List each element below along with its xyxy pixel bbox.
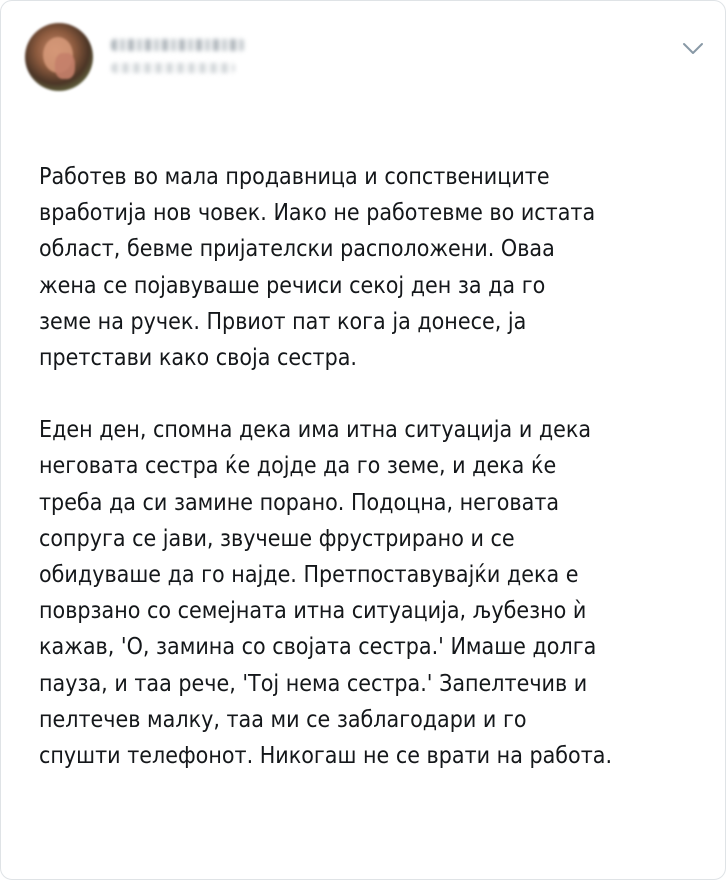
text-line: неговата сестра ќе дојде да го земе, и дека ќе	[39, 453, 557, 480]
text-line: пелтечев малку, таа ми се заблагодари и го	[39, 706, 527, 733]
chevron-svg	[682, 42, 704, 56]
text-line: вработија нов човек. Иако не работевме во истата	[39, 200, 596, 227]
text-line: поврзано со семејната итна ситуација, љубезно ѝ	[39, 598, 587, 625]
author-name-blurred[interactable]	[111, 39, 245, 51]
paragraph-1	[39, 159, 658, 376]
user-avatar[interactable]	[25, 23, 93, 91]
text-line: земе на ручек. Првиот пат кога ја донесе, ја	[39, 308, 527, 335]
text-line: Работев во мала продавница и сопствениците	[39, 164, 550, 190]
text-line: обидуваше да го најде. Претпоставувајќи дека е	[39, 562, 579, 589]
text-line: област, бевме пријателски расположени. Оваа	[39, 236, 555, 263]
text-line: Еден ден, спомна дека има итна ситуација и дека	[39, 417, 592, 444]
paragraph-2	[39, 412, 658, 774]
text-line: сопруга се јави, звучеше фрустрирано и се	[39, 525, 515, 552]
text-line: пауза, и таа рече, 'Тој нема сестра.' Запелтечив и	[39, 670, 588, 697]
text-line: спушти телефонот. Никогаш не се врати на работа.	[39, 743, 613, 770]
paragraph-gap	[39, 376, 658, 412]
tweet-body	[39, 159, 658, 774]
author-handle-blurred	[111, 63, 235, 73]
text-line: жена се појавуваше речиси секој ден за да го	[39, 272, 546, 299]
chevron-down-icon[interactable]	[679, 35, 707, 63]
text-line: треба да си замине порано. Подоцна, неговата	[39, 489, 560, 516]
text-line: претстави како своја сестра.	[39, 345, 357, 372]
text-line: кажав, 'О, замина со својата сестра.' Имаше долга	[39, 634, 597, 661]
avatar-hand	[55, 53, 75, 79]
